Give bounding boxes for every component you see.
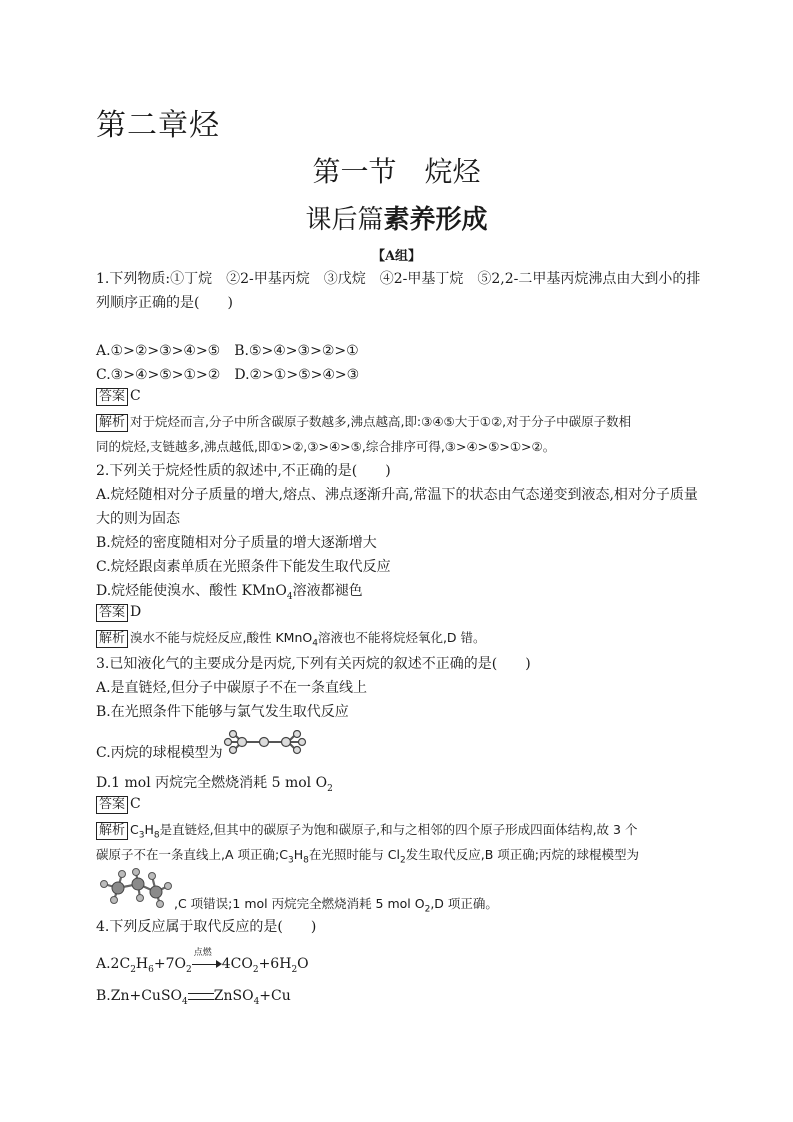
q1-analysis-line1 [96,412,631,432]
q4-option-a [96,948,309,975]
subscript: 8 [153,830,160,841]
q2-stem: 2.下列关于烷烃性质的叙述中,不正确的是( ) [96,463,391,479]
answer-tag: 答案 [96,604,128,622]
formula-part: 4CO [221,956,253,972]
q2-option-b: B.烷烃的密度随相对分子质量的增大逐渐增大 [96,535,377,551]
subscript: 6 [148,964,154,975]
q3-analysis-line1 [96,820,637,841]
formula-part: +Cu [259,988,291,1004]
formula-part: +6H [258,956,292,972]
subscript: 8 [303,855,309,866]
section-number: 第一节 [312,155,397,188]
answer-tag: 答案 [96,388,128,406]
q2-option-a-line1: A.烷烃随相对分子质量的增大,熔点、沸点逐渐升高,常温下的状态由气态递变到液态,相对分子质量 [96,487,698,503]
q2-option-a-line2: 大的则为固态 [96,511,180,527]
formula-part: ZnSO [213,988,254,1004]
answer-tag: 答案 [96,796,128,814]
q1-stem-line1: 1.下列物质:①丁烷 ②2-甲基丙烷 ③戊烷 ④2-甲基丁烷 ⑤2,2-二甲基丙烷沸点由大到小的排 [96,271,701,287]
q3-option-d [96,772,333,794]
q2-answer-value: D [130,604,142,620]
subscript: 2 [400,855,406,866]
q2-answer [96,604,141,622]
formula-part: +7O [153,956,186,972]
subtitle-bold: 素养形成 [383,205,488,235]
q1-answer [96,388,141,406]
chapter-title: 第二章烃 [96,108,220,143]
subscript: 3 [287,855,294,866]
section-name: 烷烃 [424,155,481,188]
formula-part: H [135,956,149,972]
q2-analysis-tail: 溶液也不能将烷烃氧化,D 错。 [317,630,486,645]
q1-options-ab: A.①>②>③>④>⑤ B.⑤>④>③>②>① [96,343,359,359]
q3-option-c: C.丙烷的球棍模型为 [96,745,223,761]
subscript: 4 [182,996,188,1007]
q3-answer-value: C [130,796,141,812]
formula-part: H [144,822,154,837]
formula-part: A.2C [96,956,131,972]
formula-part: C [130,822,139,837]
formula-part: H [293,847,304,862]
equals-sign-icon [188,993,214,1000]
q3-analysis-line2 [96,845,639,866]
subscript: 4 [253,996,260,1007]
section-title [0,150,793,190]
analysis-tag: 解析 [96,414,128,432]
q4-stem: 4.下列反应属于取代反应的是( ) [96,919,317,935]
subscript: 2 [291,964,298,975]
formula-part: O [297,956,309,972]
subscript: 2 [130,964,136,975]
formula-part: B.Zn+CuSO [96,988,183,1004]
q3-stem: 3.已知液化气的主要成分是丙烷,下列有关丙烷的叙述不正确的是( ) [96,656,531,672]
q2-option-d-tail: 溶液都褪色 [292,583,363,599]
group-heading: 【A组】 [371,249,422,264]
q2-option-d [96,580,363,602]
q3-option-b: B.在光照条件下能够与氯气发生取代反应 [96,704,349,720]
subscript: 2 [327,783,333,794]
q1-options-cd: C.③>④>⑤>①>② D.②>①>⑤>④>③ [96,367,360,383]
q3-analysis-text2: 碳原子不在一条直线上,A 项正确;C [96,847,288,862]
q3-answer [96,796,141,814]
q1-stem-line2: 列顺序正确的是( ) [96,295,233,311]
subscript: 4 [312,638,318,649]
subtitle-plain: 课后篇 [305,205,384,235]
q2-option-d-text: D.烷烃能使溴水、酸性 KMnO [96,583,287,599]
propane-stick-model-image [222,730,308,756]
q3-analysis-text3: ,C 项错误;1 mol 丙烷完全燃烧消耗 5 mol O [174,896,425,911]
q2-analysis-text: 溴水不能与烷烃反应,酸性 KMnO [130,630,313,645]
arrow-condition: 点燃 [193,948,212,958]
subscript: 2 [424,904,431,915]
q3-analysis-text2b: 在光照时能与 Cl [308,847,401,862]
subscript: 4 [286,591,293,602]
q4-option-b [96,988,291,1007]
q3-analysis-text2c: 发生取代反应,B 项正确;丙烷的球棍模型为 [405,847,639,862]
q3-analysis-text1: 是直链烃,但其中的碳原子为饱和碳原子,和与之相邻的四个原子形成四面体结构,故 3 个 [159,822,638,837]
q3-option-d-text: D.1 mol 丙烷完全燃烧消耗 5 mol O [96,775,328,791]
subscript: 2 [186,964,192,975]
subscript: 3 [138,830,145,841]
q1-answer-value: C [130,388,141,404]
reaction-arrow-icon [192,948,222,969]
q2-analysis [96,628,486,649]
subtitle [0,199,793,236]
q3-analysis-line3 [174,894,498,915]
subscript: 2 [252,964,259,975]
analysis-tag: 解析 [96,822,128,840]
q1-analysis-text1: 对于烷烃而言,分子中所含碳原子数越多,沸点越高,即:③④⑤大于①②,对于分子中碳原子数相 [130,414,632,429]
analysis-tag: 解析 [96,630,128,648]
q3-analysis-text3b: ,D 项正确。 [430,896,498,911]
q3-option-a: A.是直链烃,但分子中碳原子不在一条直线上 [96,680,368,696]
propane-ball-stick-model-image [96,866,174,908]
q2-option-c: C.烷烃跟卤素单质在光照条件下能发生取代反应 [96,559,391,575]
q1-analysis-line2: 同的烷烃,支链越多,沸点越低,即①>②,③>④>⑤,综合排序可得,③>④>⑤>①>②。 [96,439,556,454]
